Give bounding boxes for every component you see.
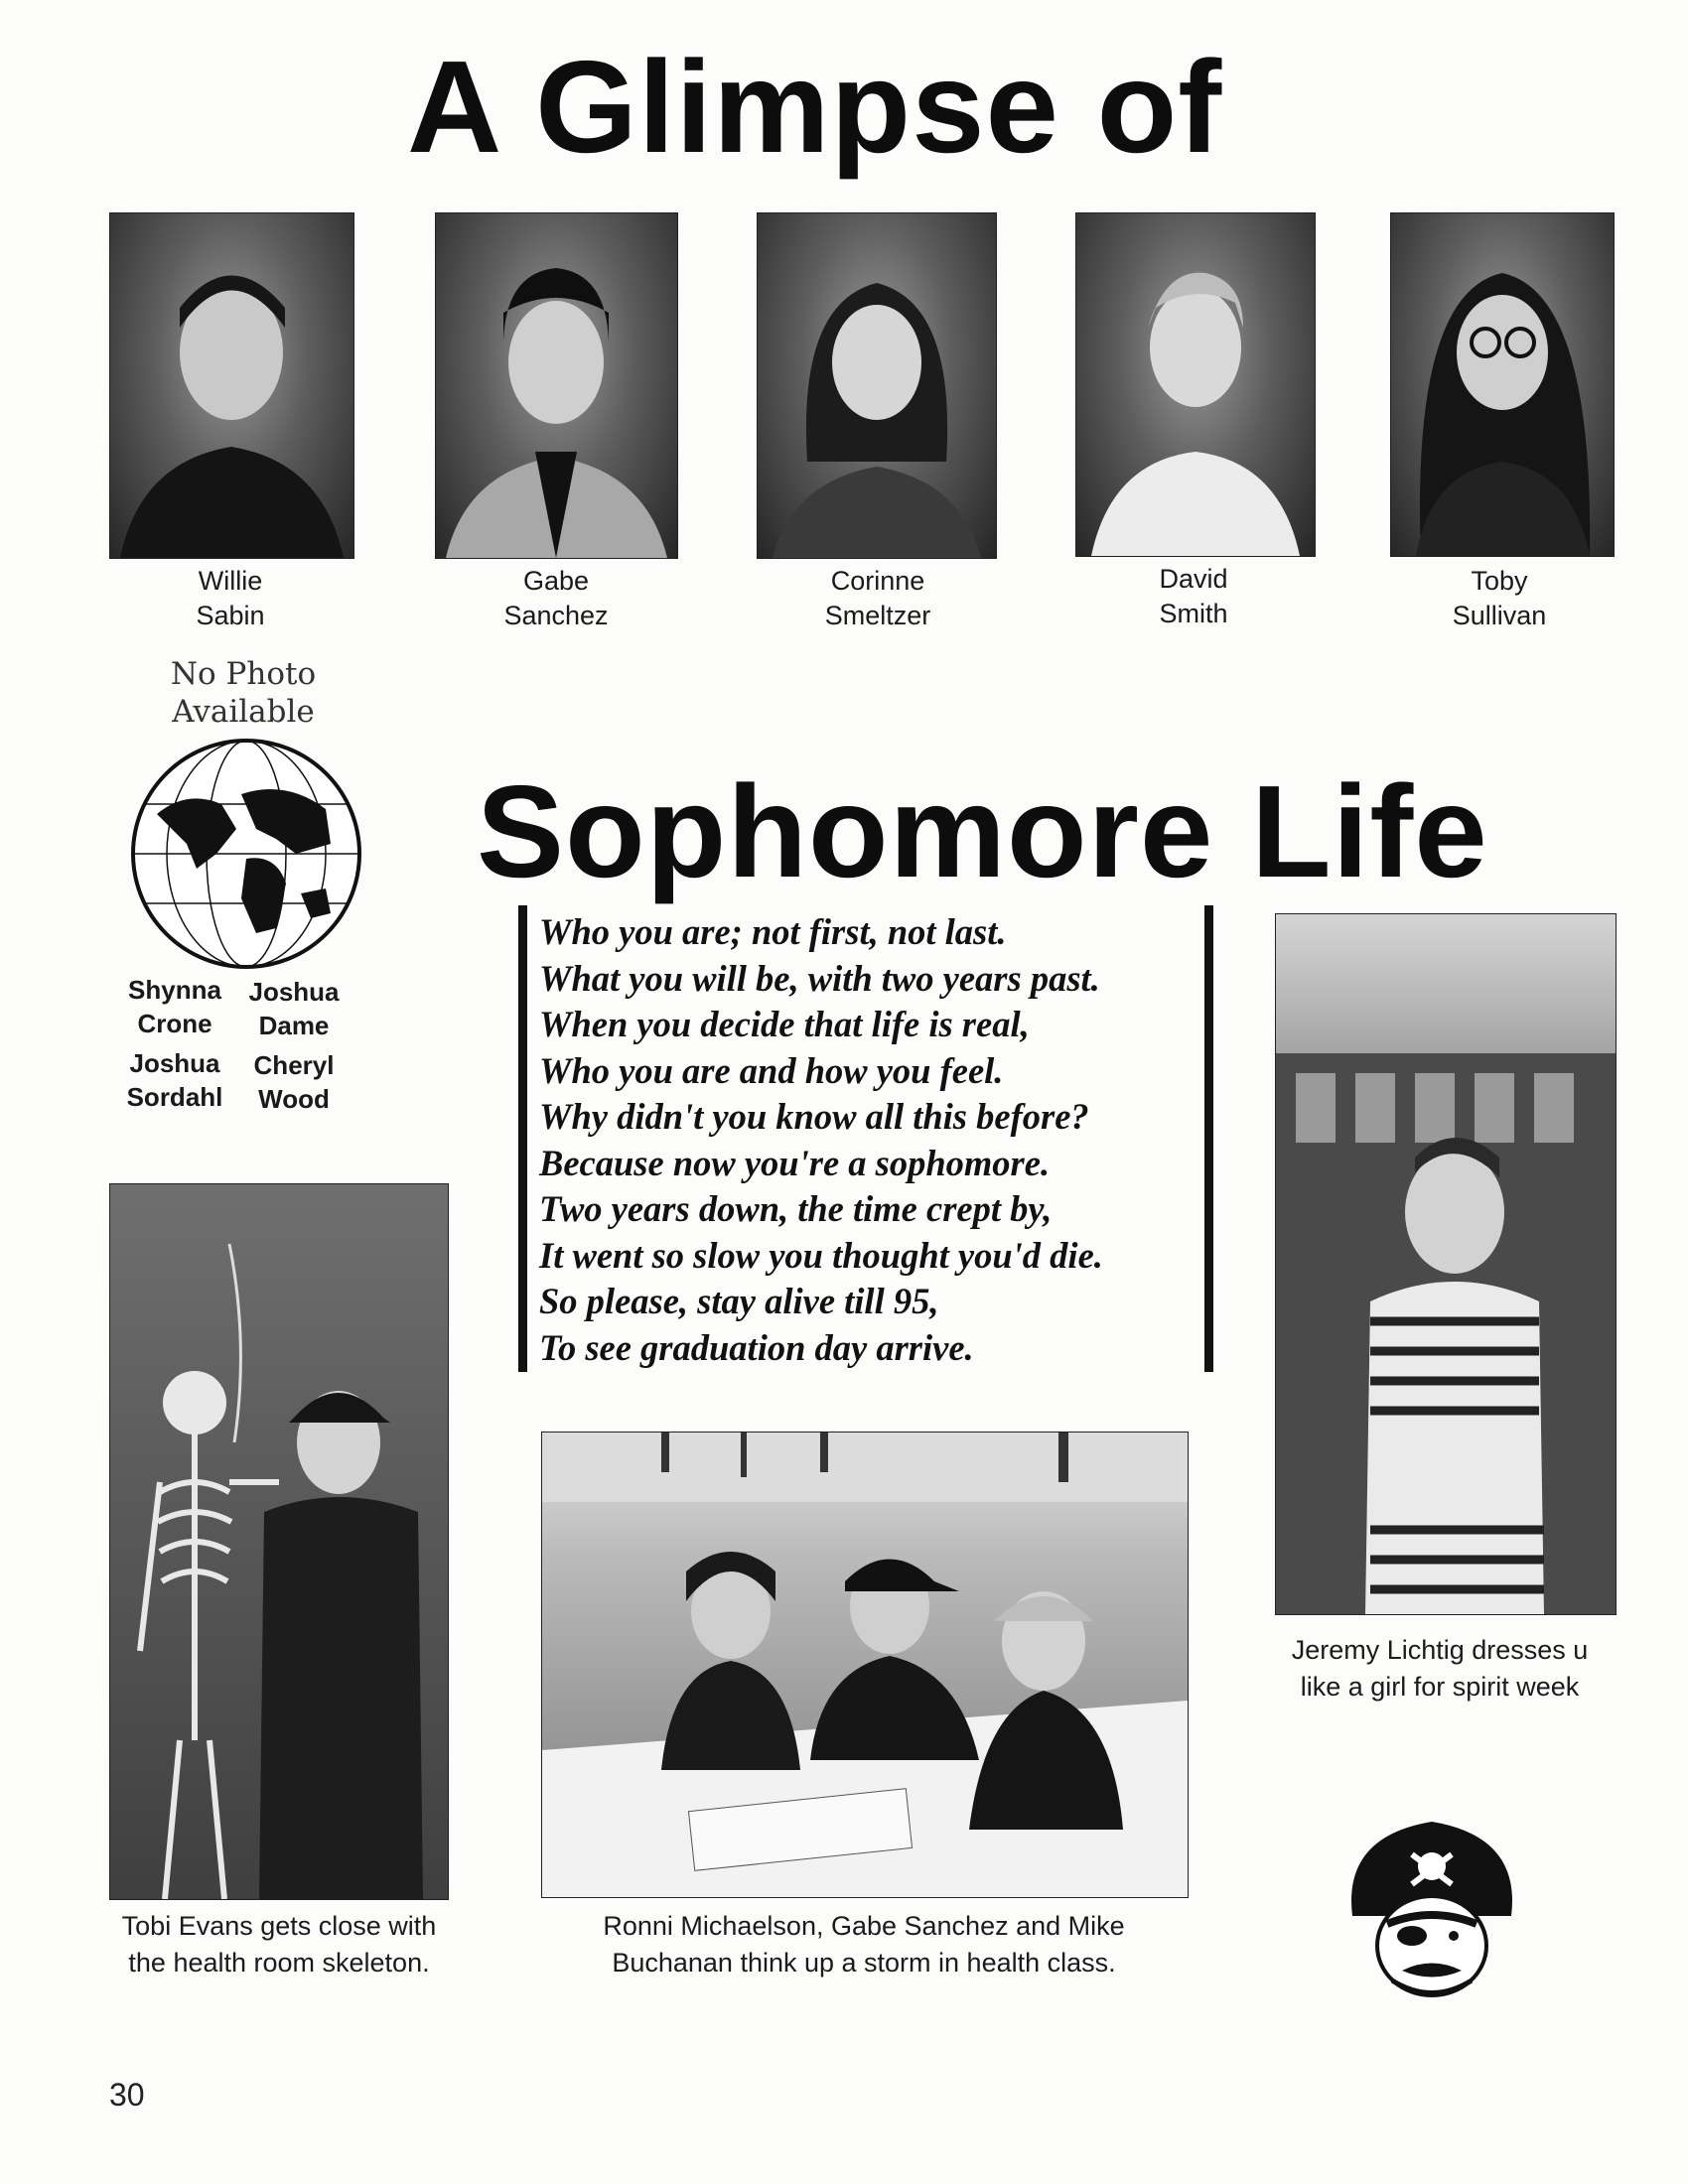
poem-line: It went so slow you thought you'd die. [539, 1234, 1103, 1276]
poem-line: What you will be, with two years past. [539, 957, 1100, 999]
poem-line: Who you are and how you feel. [539, 1049, 1004, 1091]
no-photo-name: Shynna Crone [128, 975, 221, 1038]
pirate-mascot-icon [1333, 1807, 1531, 2005]
candid-photo-right [1275, 913, 1617, 1615]
globe-icon [127, 735, 365, 973]
poem-line: So please, stay alive till 95, [539, 1281, 939, 1321]
poem-line: Why didn't you know all this before? [539, 1096, 1089, 1137]
portrait-name: Willie Sabin [196, 566, 265, 630]
portrait-photo [109, 212, 354, 559]
page-number: 30 [109, 2077, 145, 2113]
caption-center: Ronni Michaelson, Gabe Sanchez and Mike Buchanan think up a storm in health class. [603, 1911, 1125, 1978]
no-photo-name: Cheryl Wood [253, 1050, 335, 1114]
poem-box [518, 905, 1213, 1372]
portrait-name: David Smith [1159, 564, 1228, 628]
page-title-bottom: Sophomore Life [477, 758, 1488, 904]
candid-photo-center [541, 1432, 1189, 1898]
no-photo-name: Joshua Dame [248, 977, 340, 1040]
portrait-photo [1390, 212, 1615, 557]
portrait-name: Corinne Smeltzer [824, 566, 931, 630]
portrait-photo [435, 212, 678, 559]
poem-line: Two years down, the time crept by, [539, 1188, 1053, 1229]
no-photo-name: Joshua Sordahl [126, 1048, 223, 1112]
poem-line: Because now you're a sophomore. [539, 1142, 1051, 1183]
portrait-photo [1075, 212, 1316, 557]
caption-right: Jeremy Lichtig dresses u like a girl for spirit week [1291, 1635, 1589, 1702]
poem-line: Who you are; not first, not last. [539, 911, 1007, 952]
no-photo-label: No Photo Available [170, 656, 317, 730]
page-title-top: A Glimpse of [407, 34, 1223, 180]
portrait-name: Gabe Sanchez [503, 566, 609, 630]
poem-line: To see graduation day arrive. [539, 1326, 974, 1368]
portrait-photo [757, 212, 997, 559]
poem-line: When you decide that life is real, [539, 1004, 1030, 1044]
portrait-name: Toby Sullivan [1452, 566, 1547, 630]
candid-photo-left [109, 1183, 449, 1900]
caption-left: Tobi Evans gets close with the health room skeleton. [121, 1911, 437, 1978]
